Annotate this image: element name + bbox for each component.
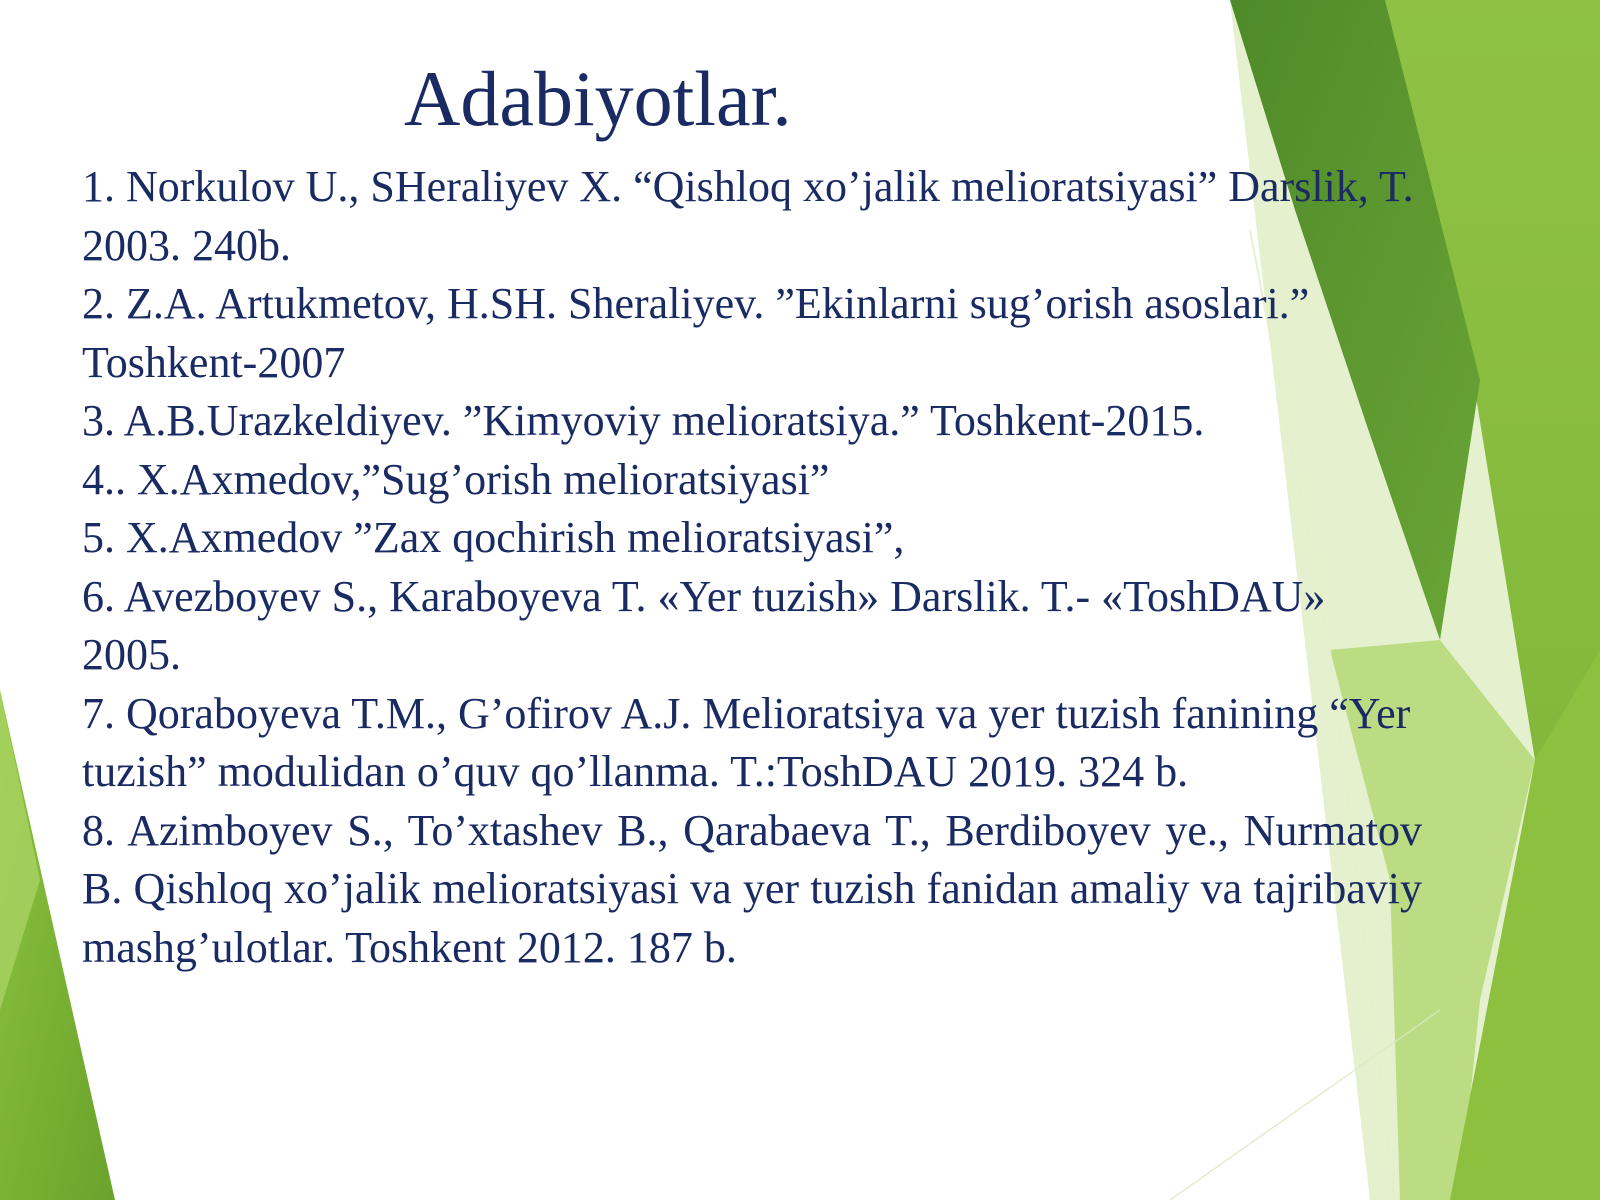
slide-title: Adabiyotlar. <box>404 55 792 142</box>
reference-item-4: 4.. X.Axmedov,”Sug’orish melioratsiyasi” <box>82 454 830 504</box>
reference-item-6: 6. Avezboyev S., Karaboyeva T. «Yer tuzish» Darslik. T.- «ToshDAU» 2005. <box>82 571 1326 679</box>
reference-item-1: 1. Norkulov U., SHeraliyev X. “Qishloq xo’jalik melioratsiyasi” Darslik, T. 2003. 240b. <box>82 162 1414 270</box>
reference-item-8: 8. Azimboyev S., To’xtashev B., Qarabaeva T., Berdiboyev ye., Nurmatov B. Qishloq xo’jalik melioratsiyasi va yer tuzish fanidan amaliy va tajribaviy mashg’ulotlar. Toshkent 2012. 187 b. <box>82 805 1422 972</box>
reference-item-7: 7. Qoraboyeva T.M., G’ofirov A.J. Melioratsiya va yer tuzish fanining “Yer tuzish” modulidan o’quv qo’llanma. T.:ToshDAU 2019. 324 b. <box>82 688 1411 796</box>
reference-item-5: 5. X.Axmedov ”Zax qochirish melioratsiyasi”, <box>82 513 905 562</box>
reference-item-3: 3. A.B.Urazkeldiyev. ”Kimyoviy melioratsiya.” Toshkent-2015. <box>82 396 1205 445</box>
reference-item-2: 2. Z.A. Artukmetov, H.SH. Sheraliyev. ”Ekinlarni sug’orish asoslari.” Toshkent-2007 <box>82 279 1310 387</box>
reference-list <box>82 158 1422 977</box>
